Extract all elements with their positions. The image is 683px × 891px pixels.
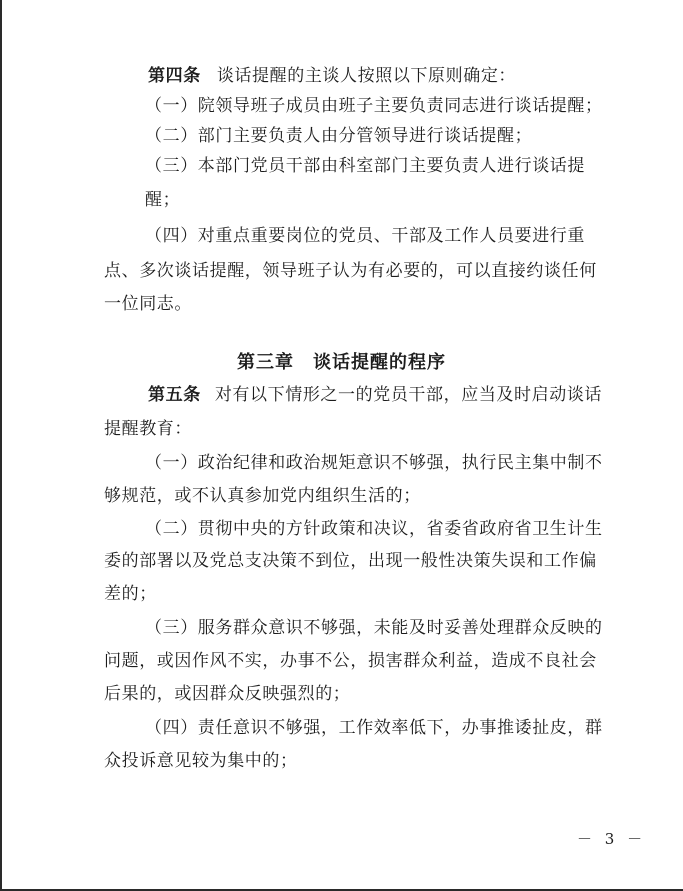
article4-item3: （三）本部门党员干部由科室部门主要负责人进行谈话提 <box>145 156 585 176</box>
article5-item4: （四）责任意识不够强，工作效率低下，办事推诿扯皮，群 <box>145 718 603 738</box>
article4-item2: （二）部门主要负责人由分管领导进行谈话提醒； <box>145 126 533 146</box>
page-number: － 3 － <box>577 830 647 848</box>
article4-intro: 谈话提醒的主谈人按照以下原则确定： <box>216 66 517 86</box>
article5-first-line <box>148 384 602 406</box>
article4-item1: （一）院领导班子成员由班子主要负责同志进行谈话提醒； <box>145 96 603 116</box>
article5-item3-cont2: 后果的，或因群众反映强烈的； <box>104 684 351 704</box>
article5-item2: （二）贯彻中央的方针政策和决议，省委省政府省卫生计生 <box>145 519 603 539</box>
article5-intro: 对有以下情形之一的党员干部，应当及时启动谈话 <box>214 385 603 405</box>
article4-item4-cont2: 一位同志。 <box>104 294 192 314</box>
article4-item4: （四）对重点重要岗位的党员、干部及工作人员要进行重 <box>145 226 585 246</box>
article5-item2-cont1: 委的部署以及党总支决策不到位，出现一般性决策失误和工作偏 <box>104 551 597 571</box>
chapter3-title: 第三章 谈话提醒的程序 <box>237 352 446 373</box>
article5-label: 第五条 <box>148 385 201 405</box>
article5-item2-cont2: 差的； <box>104 584 157 604</box>
article5-item1: （一）政治纪律和政治规矩意识不够强，执行民主集中制不 <box>145 453 603 473</box>
article5-intro-cont: 提醒教育： <box>104 419 192 439</box>
article5-item1-cont: 够规范，或不认真参加党内组织生活的； <box>104 486 421 506</box>
article4-first-line <box>148 65 516 87</box>
article4-label: 第四条 <box>148 66 201 86</box>
article5-item3: （三）服务群众意识不够强，未能及时妥善处理群众反映的 <box>145 618 603 638</box>
article4-item3-cont: 醒； <box>145 190 181 210</box>
article5-item4-cont: 众投诉意见较为集中的； <box>104 751 298 771</box>
article4-item4-cont1: 点、多次谈话提醒，领导班子认为有必要的，可以直接约谈任何 <box>104 261 597 281</box>
article5-item3-cont1: 问题，或因作风不实，办事不公，损害群众利益，造成不良社会 <box>104 651 597 671</box>
page-left-edge <box>0 0 2 891</box>
